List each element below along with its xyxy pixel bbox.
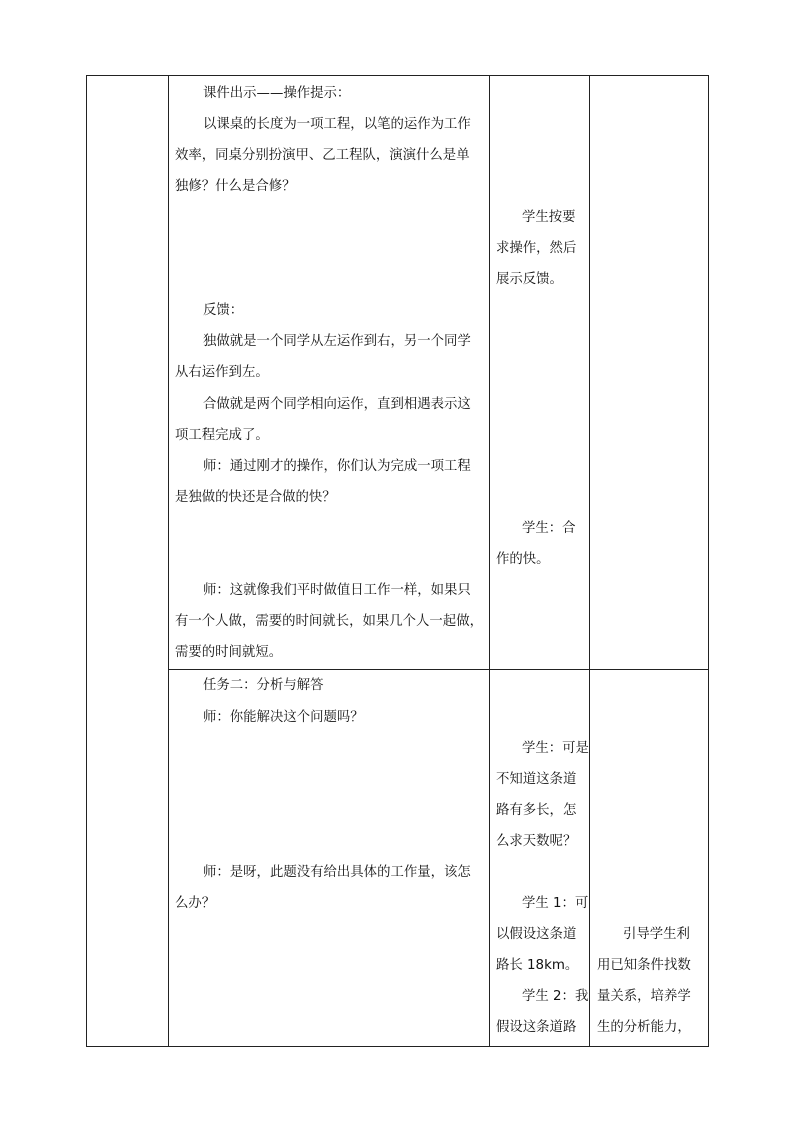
- text-line: 师：这就像我们平时做值日工作一样，如果只: [203, 583, 471, 598]
- table-row: [87, 76, 709, 670]
- table-row: [87, 670, 709, 1047]
- text-line: 学生：合: [522, 521, 576, 536]
- text-line: 效率，同桌分别扮演甲、乙工程队，演演什么是单: [175, 148, 470, 163]
- text-line: 学生：可是: [522, 741, 589, 756]
- text-line: 以假设这条道: [496, 927, 577, 942]
- teacher-activity-cell: [169, 76, 490, 670]
- text-line: 师：是呀，此题没有给出具体的工作量，该怎: [203, 865, 471, 880]
- student-activity-cell: [490, 76, 590, 670]
- text-line: 学生 2：我: [522, 989, 589, 1004]
- text-line: 是独做的快还是合做的快？: [175, 490, 336, 505]
- text-line: 展示反馈。: [496, 272, 563, 287]
- text-line: 任务二：分析与解答: [203, 678, 324, 693]
- text-line: 以课桌的长度为一项工程，以笔的运作为工作: [203, 117, 471, 132]
- text-line: 不知道这条道: [496, 772, 577, 787]
- text-line: 用已知条件找数: [597, 958, 691, 973]
- text-line: 学生 1：可: [522, 896, 589, 911]
- text-line: 求操作，然后: [496, 241, 577, 256]
- text-line: 从右运作到左。: [175, 365, 269, 380]
- text-line: 学生按要: [522, 210, 576, 225]
- design-intent-cell: [590, 670, 709, 1047]
- design-intent-cell: [590, 76, 709, 670]
- text-line: 引导学生利: [623, 927, 690, 942]
- text-line: 项工程完成了。: [175, 428, 269, 443]
- text-line: 么求天数呢？: [496, 834, 577, 849]
- text-line: 师：你能解决这个问题吗？: [203, 710, 364, 725]
- text-line: 课件出示——操作提示：: [203, 86, 351, 101]
- text-line: 路有多长，怎: [496, 803, 577, 818]
- text-line: 独修？什么是合修？: [175, 179, 296, 194]
- text-line: 独做就是一个同学从左运作到右，另一个同学: [203, 334, 471, 349]
- text-line: 么办？: [175, 896, 216, 911]
- text-line: 反馈：: [203, 303, 244, 318]
- text-line: 合做就是两个同学相向运作，直到相遇表示这: [203, 397, 471, 412]
- text-line: 有一个人做，需要的时间就长，如果几个人一起做，: [175, 614, 483, 629]
- stage-cell: [87, 76, 169, 1047]
- text-line: 师：通过刚才的操作，你们认为完成一项工程: [203, 459, 471, 474]
- text-line: 需要的时间就短。: [175, 645, 283, 660]
- text-line: 路长 18km。: [496, 958, 579, 973]
- text-line: 作的快。: [496, 552, 550, 567]
- lesson-plan-table: [86, 75, 709, 1047]
- text-line: 量关系，培养学: [597, 989, 691, 1004]
- text-line: 生的分析能力，: [597, 1020, 691, 1035]
- student-activity-cell: [490, 670, 590, 1047]
- teacher-activity-cell: [169, 670, 490, 1047]
- text-line: 假设这条道路: [496, 1020, 577, 1035]
